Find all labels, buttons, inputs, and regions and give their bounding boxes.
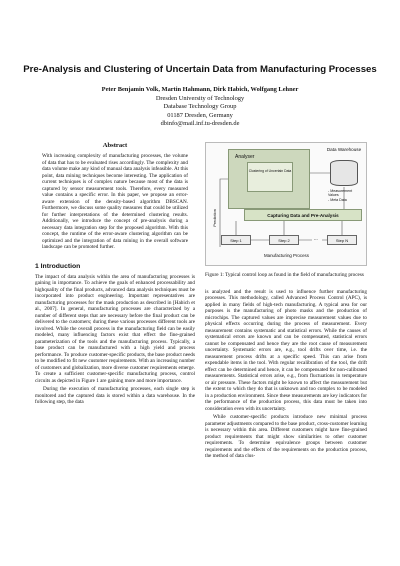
affiliation-group: Database Technology Group — [163, 103, 237, 111]
right-paragraph-2: While customer-specific products introduce new minimal process parameter adjustments compared to the base product, cross-customer learning is necessary within this area. Different customers might have fine-grained product requirements that might show similarities to other customer requirements. To determine equivalence groups between customer requirements and the effects of the requirements on the production process, the method of data clus- — [205, 414, 367, 459]
affiliation-university: Dresden University of Technology — [155, 94, 245, 102]
figure-1-caption: Figure 1: Typical control loop as found in the field of manufacturing process — [205, 272, 364, 278]
right-column — [205, 142, 367, 460]
intro-paragraph-1: The impact of data analysis within the area of manufacturing processes is gaining in importance. To achieve the goals of enhanced processability and highquality of the final products, advanced data analysis techniques must be incorporated into product engineering. Important representatives are manufacturing processes for the mask production as described in [Habich et al., 2007]. In general, manufacturing processes are characterized by a number of different steps that are necessary before the final product can be delivered to the customers; during these various processes different tools are involved. While the overall process in the manufacturing field can be easily modeled, many influencing factors exist that effect the fine-grained parameterization of the tools and the manufacturing process. Typically, a base product can be manufactured with a high yield and process performance. To produce customer-specific products, the base product needs to be modified to fit new customer requirements. With an increasing number of customers and globalization, more diverse customer requirements emerge. To create a sufficient customer-specific manufacturing process, control circuits as depicted in Figure 1 are gaining more and more importance. — [35, 273, 195, 384]
capture-preanalysis-box: Capturing Data and Pre-Analysis — [244, 209, 362, 221]
author-names: Peter Benjamin Volk, Martin Hahmann, Dirk Habich, Wolfgang Lehner — [101, 86, 299, 93]
right-paragraph-1: is analyzed and the result is used to influence further manufacturing processes. This methodology, called Advanced Process Control (APC), is applied in many fields of high-tech manufacturing. A typical area for our purposes is the manufacturing of photo masks and the production of microchips. The captured values are imprecise measurement values due to physical effects occurring during the process of measurement. Every measurement contains systematic and statistical errors. While the causes of systematical errors are known and can be compensated, statistical errors cannot be compensated and hence they are the root cause of measurement uncertainty. Systematic errors are, e.g., tool drifts over time, i.e. the measurement process drifts at a specific speed. This can arise from expendable items in the tool. With regular recalibration of the tool, the drift effect can be determined and hence, it can be compensated for non-calibrated measurements. Statistical errors arise, e.g., from fluctuations in temperature or air pressure. These factors might be known to affect the measurement but the extent to which they do that is unknown and too complex to be modeled in a production environment. Since these measurements are key indicators for the performance of the production process, this data must be taken into consideration even with its uncertainty. — [205, 288, 367, 412]
step-1-box: Step 1 — [221, 235, 251, 245]
database-icon — [330, 160, 358, 186]
db-item: - Meta Data — [328, 197, 347, 202]
manufacturing-process-label: Manufacturing Process — [264, 253, 309, 258]
step-ellipsis: ... — [314, 237, 318, 242]
prediction-label: Prediction — [212, 209, 217, 227]
step-n-box: Step N — [327, 235, 357, 245]
clustering-box: Clustering of Uncertain Data — [247, 162, 293, 192]
author-block — [20, 86, 380, 129]
db-item: - Measurement — [328, 189, 353, 193]
data-warehouse-label: Data Warehouse — [326, 147, 362, 152]
step-2-box: Step 2 — [269, 235, 299, 245]
db-contents — [328, 189, 352, 202]
analyser-box — [228, 149, 310, 209]
left-column — [35, 142, 195, 406]
introduction-heading: 1 Introduction — [35, 262, 81, 270]
abstract-text: With increasing complexity of manufacturing processes, the volume of data that has to be evaluated rises accordingly. The complexity and data volume make any kind of manual data analysis infeasible. At this point, data mining techniques become interesting. The application of current techniques is of complex nature because most of the data is captured by sensor measurement tools. Therefore, every measured value contains a specific error. In this paper, we propose an error-aware extension of the density-based algorithm DBSCAN. Furthermore, we discuss some quality measures that could be utilized for further interpretations of the determined clustering results. Additionally, we introduce the concept of pre-analysis during a necessary data integration step for the proposed algorithm. With this concept, the runtime of the error-aware clustering algorithm can be optimized and the integration of data mining in the overall software landscape can be promoted further. — [42, 153, 188, 250]
affiliation-address: 01187 Dresden, Germany — [167, 111, 233, 119]
db-item: Values — [328, 193, 339, 198]
paper-title: Pre-Analysis and Clustering of Uncertain Data from Manufacturing Processes — [23, 64, 377, 75]
figure-1-control-loop — [205, 142, 367, 266]
intro-paragraph-2: During the execution of manufacturing processes, each single step is monitored and the captured data is stored within a data warehouse. In the following step, the data — [35, 386, 195, 405]
author-email: dbinfo@mail.inf.tu-dresden.de — [160, 120, 240, 128]
analyser-label: Analyser — [235, 154, 255, 160]
abstract-heading: Abstract — [102, 142, 128, 149]
